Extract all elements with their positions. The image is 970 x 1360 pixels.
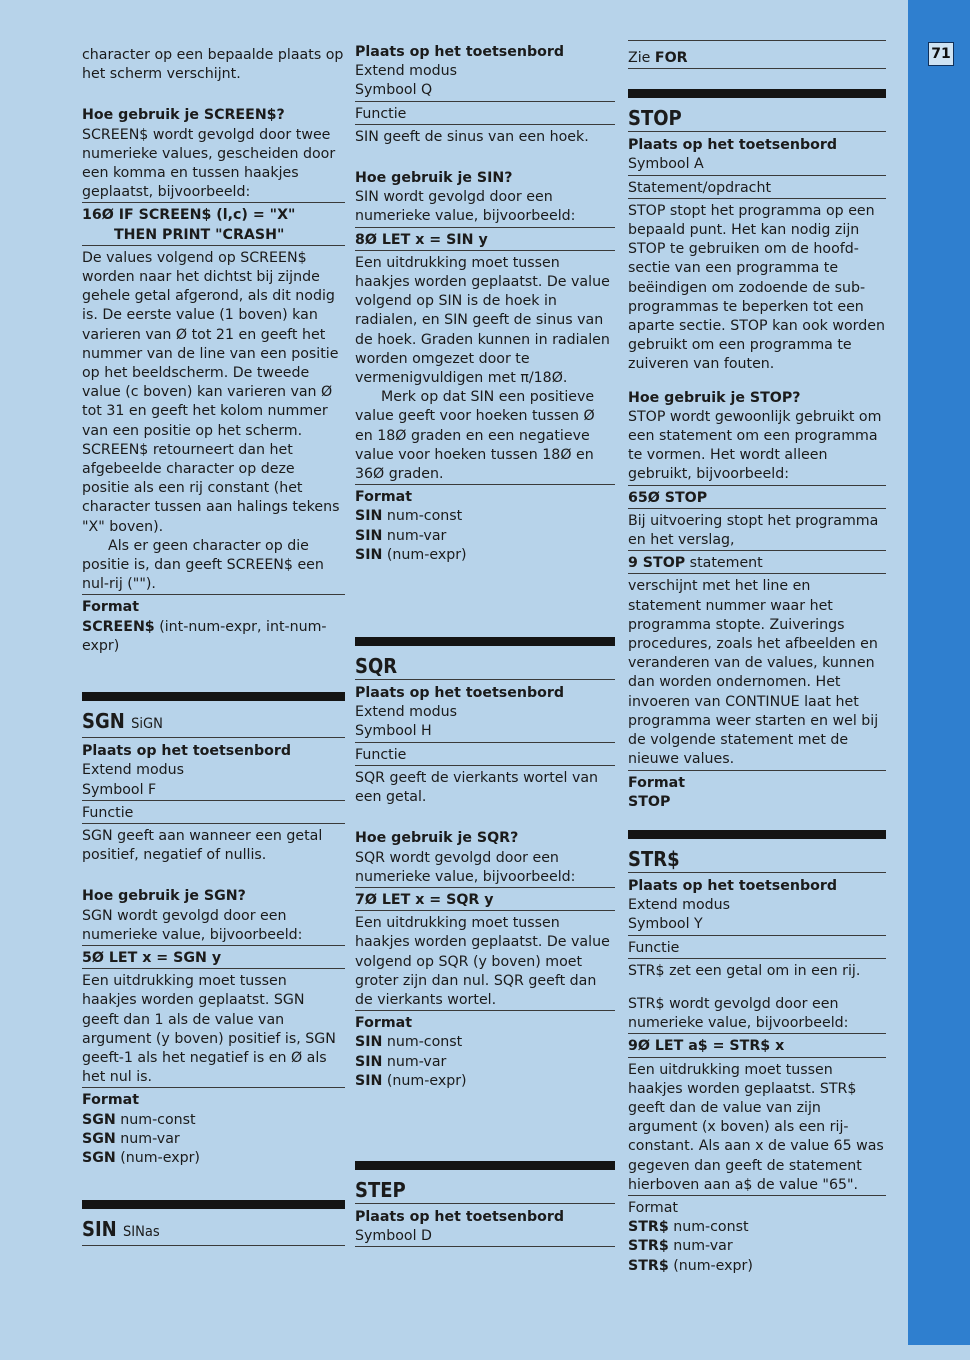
heading-sin-usage: Hoe gebruik je SIN?: [355, 170, 513, 187]
section-title-stop: STOP: [628, 106, 886, 132]
example-sin: 8Ø LET x = SIN y: [355, 228, 615, 251]
format-label: Format: [82, 599, 139, 616]
column-1: [82, 40, 345, 1250]
page-number: 71: [928, 42, 954, 66]
sqr-function-label: Functie: [355, 743, 615, 766]
sgn-function-label: Functie: [82, 801, 345, 824]
sgn-mode: Extend modus: [82, 762, 185, 779]
stop-paragraph: STOP stopt het programma op een bepaald punt. Het kan nodig zijn STOP te gebruiken om de hoofd-sectie van een programma te beëindigen om zodoende de sub-programmas te beperken tot een aparte sectie. STOP kan ook worden gebruikt om een programma te zuiveren van fouten.: [628, 202, 885, 373]
sin-paragraph-2: Merk op dat SIN een positieve value geeft voor hoeken tussen Ø en 18Ø graden en een negatieve value voor hoeken tussen 18Ø en 36Ø graden.: [355, 388, 615, 485]
sin-paragraph-1: Een uitdrukking moet tussen haakjes worden geplaatst. De value volgend op SIN is de hoek in radialen, en SIN geeft de sinus van de hoek. Graden kunnen in radialen worden omgezet door te vermenigvuldigen met π/18Ø.: [355, 254, 610, 387]
sqr-usage-text: SQR wordt gevolgd door een numerieke value, bijvoorbeeld:: [355, 849, 615, 888]
example-stop-2-text: statement: [685, 555, 763, 572]
sqr-function-text: SQR geeft de vierkants wortel van een getal.: [355, 769, 599, 806]
format-keyword: SGN: [82, 1111, 116, 1128]
stop-key-label: Plaats op het toetsenbord: [628, 137, 838, 154]
example-stop: 65Ø STOP: [628, 486, 886, 509]
section-title-sin: [82, 1217, 345, 1246]
format-args: (num-expr): [668, 1257, 753, 1274]
format-keyword: SIN: [355, 1053, 383, 1070]
sin-symbol: Symbool Q: [355, 81, 615, 101]
column-2: [355, 40, 615, 1247]
section-divider: [355, 1161, 615, 1170]
sgn-subtitle: SiGN: [131, 716, 163, 733]
screen-paragraph-1: De values volgend op SCREEN$ worden naar het dichtst bij zijnde gehele getal afgerond, als dit nodig is. De eerste value (1 boven) kan varieren van Ø tot 21 en geeft het nummer van de line van een positie op het beeldscherm. De tweede value (c boven) kan varieren van Ø tot 31 en geeft het kolom nummer van een positie op het scherm. SCREEN$ retourneert dan het afgebeelde character op deze positie als een rij constant (het character tussen aan halings tekens "X" boven).: [82, 249, 340, 535]
section-title-sqr: SQR: [355, 654, 615, 680]
format-args: num-const: [382, 1034, 463, 1051]
sin-function-label: Functie: [355, 102, 615, 125]
strs-mode: Extend modus: [628, 897, 731, 914]
sqr-key-label: Plaats op het toetsenbord: [355, 685, 565, 702]
format-label: Format: [355, 489, 412, 506]
example-sgn: 5Ø LET x = SGN y: [82, 946, 345, 969]
stop-symbol: Symbool A: [628, 155, 886, 175]
sgn-key-label: Plaats op het toetsenbord: [82, 743, 292, 760]
format-keyword: SGN: [82, 1130, 116, 1147]
sin-usage-text: SIN wordt gevolgd door een numerieke value, bijvoorbeeld:: [355, 188, 615, 227]
example-stop-2-keyword: 9 STOP: [628, 555, 686, 572]
sin-key-label: Plaats op het toetsenbord: [355, 44, 565, 60]
format-keyword: STR$: [628, 1238, 669, 1255]
example-sqr: 7Ø LET x = SQR y: [355, 888, 615, 911]
format-args: num-const: [668, 1219, 749, 1236]
sin-format: [355, 485, 615, 565]
sin-title: SIN: [82, 1217, 117, 1242]
heading-sgn-usage: Hoe gebruik je SGN?: [82, 888, 246, 905]
sgn-paragraph: Een uitdrukking moet tussen haakjes worden geplaatst. SGN geeft dan 1 als de value van argument (y boven) positief is, SGN geeft-1 als het negatief is en Ø als het nul is.: [82, 969, 345, 1088]
sqr-format: [355, 1011, 615, 1091]
heading-screen-usage: Hoe gebruik je SCREEN$?: [82, 107, 285, 124]
intro-text: character op een bepaalde plaats op het scherm verschijnt.: [82, 47, 344, 83]
format-args: num-const: [382, 508, 463, 525]
format-args: num-var: [382, 527, 447, 544]
stop-usage-text: STOP wordt gewoonlijk gebruikt om een statement om een programma te vormen. Het wordt alleen gebruikt, bijvoorbeeld:: [628, 408, 886, 486]
example-screen: [82, 203, 345, 245]
strs-function-label: Functie: [628, 936, 886, 959]
section-divider: [82, 692, 345, 701]
sin-subtitle: SINas: [122, 1224, 160, 1241]
section-title-sgn: [82, 709, 345, 738]
stop-paragraph-2: Bij uitvoering stopt het programma en het verslag,: [628, 509, 886, 551]
format-label: Format: [628, 774, 685, 791]
format-args: num-var: [115, 1130, 180, 1147]
screen-paragraph-2: Als er geen character op die positie is, dan geeft SCREEN$ een nul-rij ("").: [82, 537, 345, 596]
heading-stop-usage: Hoe gebruik je STOP?: [628, 389, 801, 406]
format-keyword: SIN: [355, 527, 383, 544]
strs-paragraph: Een uitdrukking moet tussen haakjes worden geplaatst. STR$ geeft dan de value van zijn argument (x boven) als een rij-constant. Als aan x de value 65 was gegeven dan geeft de statement hierboven aan a$ de value "65".: [628, 1058, 886, 1196]
format-label: Format: [628, 1199, 678, 1216]
column-3: [628, 40, 886, 1276]
format-args: (int-num-expr, int-num-expr): [82, 618, 327, 654]
format-keyword: STR$: [628, 1257, 669, 1274]
see-keyword: FOR: [654, 50, 688, 66]
format-keyword: SIN: [355, 1072, 383, 1089]
sgn-symbol: Symbool F: [82, 781, 345, 801]
sin-mode: Extend modus: [355, 63, 458, 80]
format-args: (num-expr): [382, 546, 467, 563]
section-divider: [355, 637, 615, 646]
format-keyword: STOP: [628, 793, 671, 810]
sgn-format: [82, 1088, 345, 1168]
format-keyword: STR$: [628, 1219, 669, 1236]
heading-sqr-usage: Hoe gebruik je SQR?: [355, 830, 519, 847]
strs-key-label: Plaats op het toetsenbord: [628, 877, 838, 894]
example-stop-2: [628, 551, 886, 574]
format-keyword: SIN: [355, 1034, 383, 1051]
strs-format: [628, 1196, 886, 1276]
step-key-label: Plaats op het toetsenbord: [355, 1208, 565, 1225]
strs-function-text: STR$ zet een getal om in een rij.: [628, 962, 861, 979]
sin-function-text: SIN geeft de sinus van een hoek.: [355, 128, 589, 145]
section-divider: [628, 830, 886, 839]
screen-format: [82, 595, 345, 656]
page-edge-tab: [908, 0, 970, 1345]
format-keyword: SCREEN$: [82, 618, 155, 635]
example-screen-line2: THEN PRINT "CRASH": [114, 226, 285, 243]
example-strs: 9Ø LET a$ = STR$ x: [628, 1034, 886, 1057]
section-divider: [82, 1200, 345, 1209]
stop-paragraph-3: verschijnt met het line en statement nummer waar het programma stopte. Zuiverings procedures, zoals het afbeelden en veranderen van de values, kunnen dan worden ondernomen. Het invoeren van CONTINUE laat het programma weer starten en wel bij de volgende statement met de nieuwe values.: [628, 574, 886, 770]
format-args: (num-expr): [382, 1072, 467, 1089]
section-title-strs: STR$: [628, 847, 886, 873]
format-label: Format: [82, 1092, 139, 1109]
format-keyword: SGN: [82, 1149, 116, 1166]
sqr-mode: Extend modus: [355, 704, 458, 721]
sgn-title: SGN: [82, 709, 125, 734]
sqr-symbol: Symbool H: [355, 722, 615, 742]
format-keyword: SIN: [355, 546, 383, 563]
format-label: Format: [355, 1015, 412, 1032]
sgn-function-text: SGN geeft aan wanneer een getal positief, negatief of nullis.: [82, 827, 323, 864]
strs-symbol: Symbool Y: [628, 915, 886, 935]
format-keyword: SIN: [355, 508, 383, 525]
strs-usage-text: STR$ wordt gevolgd door een numerieke value, bijvoorbeeld:: [628, 995, 886, 1034]
screen-usage-text: SCREEN$ wordt gevolgd door twee numerieke values, gescheiden door een komma en tussen haakjes geplaatst, bijvoorbeeld:: [82, 126, 345, 204]
format-args: (num-expr): [115, 1149, 200, 1166]
example-screen-line1: 16Ø IF SCREEN$ (l,c) = "X": [82, 207, 296, 224]
see-prefix: Zie: [628, 50, 655, 66]
format-args: num-var: [668, 1238, 733, 1255]
stop-kind: Statement/opdracht: [628, 176, 886, 199]
section-divider: [628, 89, 886, 98]
step-symbol: Symbool D: [355, 1227, 615, 1247]
see-reference: [628, 40, 886, 69]
stop-format: [628, 771, 886, 812]
format-args: num-var: [382, 1053, 447, 1070]
sgn-usage-text: SGN wordt gevolgd door een numerieke value, bijvoorbeeld:: [82, 907, 345, 946]
sqr-paragraph: Een uitdrukking moet tussen haakjes worden geplaatst. De value volgend op SQR (y boven) moet groter zijn dan nul. SQR geeft dan de vierkants wortel.: [355, 911, 615, 1011]
section-title-step: STEP: [355, 1178, 615, 1204]
format-args: num-const: [115, 1111, 196, 1128]
